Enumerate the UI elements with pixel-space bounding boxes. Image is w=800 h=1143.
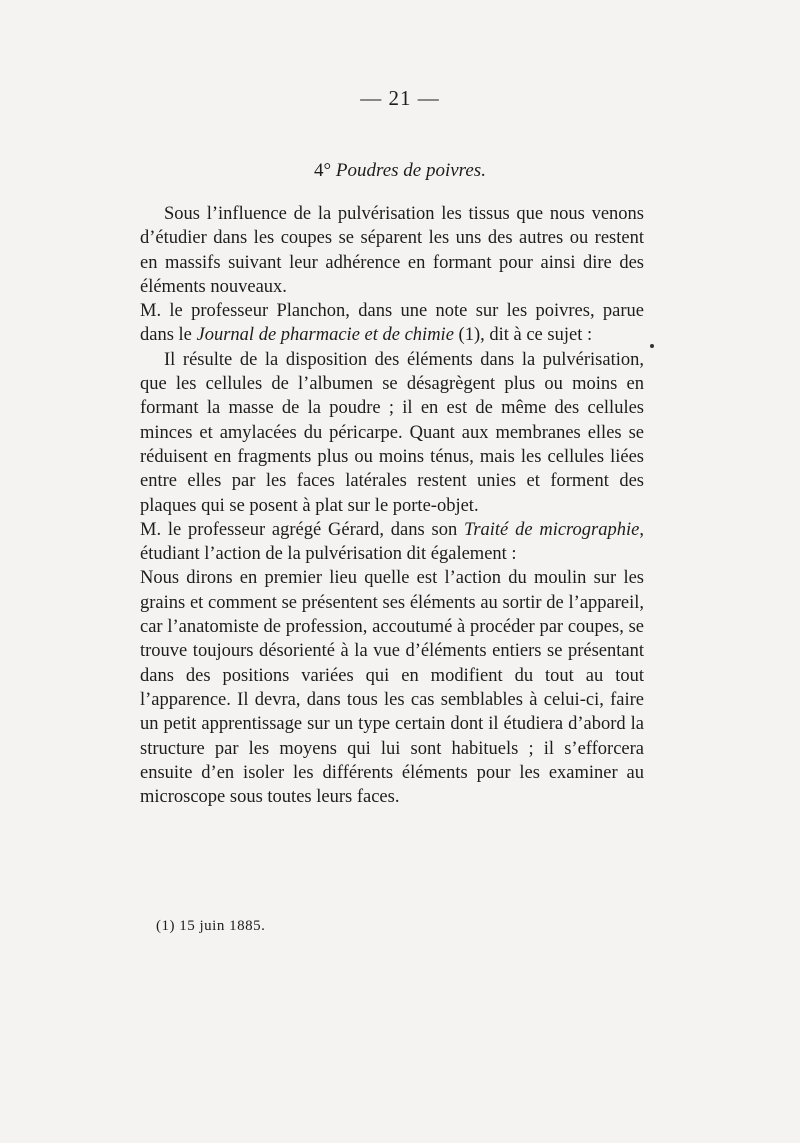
page-number: — 21 —: [360, 86, 440, 110]
paragraph-2-text-after: (1), dit à ce sujet :: [453, 325, 593, 346]
paragraph-4: [140, 518, 644, 567]
paragraph-2-text-before: M. le professeur Planchon, dans une note sur les poivres, parue dans le: [140, 301, 644, 346]
section-title: Poudres de poivres.: [335, 160, 486, 181]
footnote: (1) 15 juin 1885.: [156, 918, 266, 934]
section-number: 4°: [314, 160, 332, 181]
body-text: [140, 202, 644, 809]
paragraph-3: [140, 348, 644, 518]
paragraph-1: [140, 202, 644, 299]
treatise-title: Traité de micrographie: [464, 519, 640, 540]
paragraph-5-text: Nous dirons en premier lieu quelle est l’action du moulin sur les grains et comment se présentent ses éléments au sortir de l’appareil, car l’anatomiste de profession, accoutumé à procéder par coupes, se trouve toujours désorienté à la vue d’éléments entiers se présentant dans des positions variées qui en modifient du tout au tout l’apparence. Il devra, dans tous les cas semblables à celui-ci, faire un petit apprentissage sur un type certain dont il étudiera d’abord la structure par les moyens qui lui sont habituels ; il s’efforcera ensuite d’en isoler les différents éléments pour les examiner au microscope sous toutes leurs faces.: [140, 568, 644, 808]
journal-title: Journal de pharmacie et de chimie: [196, 325, 454, 346]
paragraph-3-text: Il résulte de la disposition des éléments dans la pulvérisation, que les cellules de l’albumen se désagrègent plus ou moins en formant la masse de la poudre ; il en est de même des cellules minces et amylacées du péricarpe. Quant aux membranes elles se réduisent en fragments plus ou moins ténus, mais les cellules liées entre elles par les faces latérales restent unies et forment des plaques qui se posent à plat sur le porte-objet.: [140, 349, 644, 516]
margin-dot: [650, 344, 654, 348]
paragraph-2: [140, 299, 644, 348]
paragraph-5: [140, 566, 644, 809]
paragraph-1-text: Sous l’influence de la pulvérisation les tissus que nous venons d’étudier dans les coupes se séparent les uns des autres ou restent en massifs suivant leur adhérence en formant pour ainsi dire des éléments nouveaux.: [140, 204, 644, 297]
paragraph-4-text-after: , étudiant l’action de la pulvérisation dit également :: [140, 519, 644, 565]
paragraph-4-text-before: M. le professeur agrégé Gérard, dans son: [140, 519, 465, 540]
section-heading: [0, 160, 800, 182]
